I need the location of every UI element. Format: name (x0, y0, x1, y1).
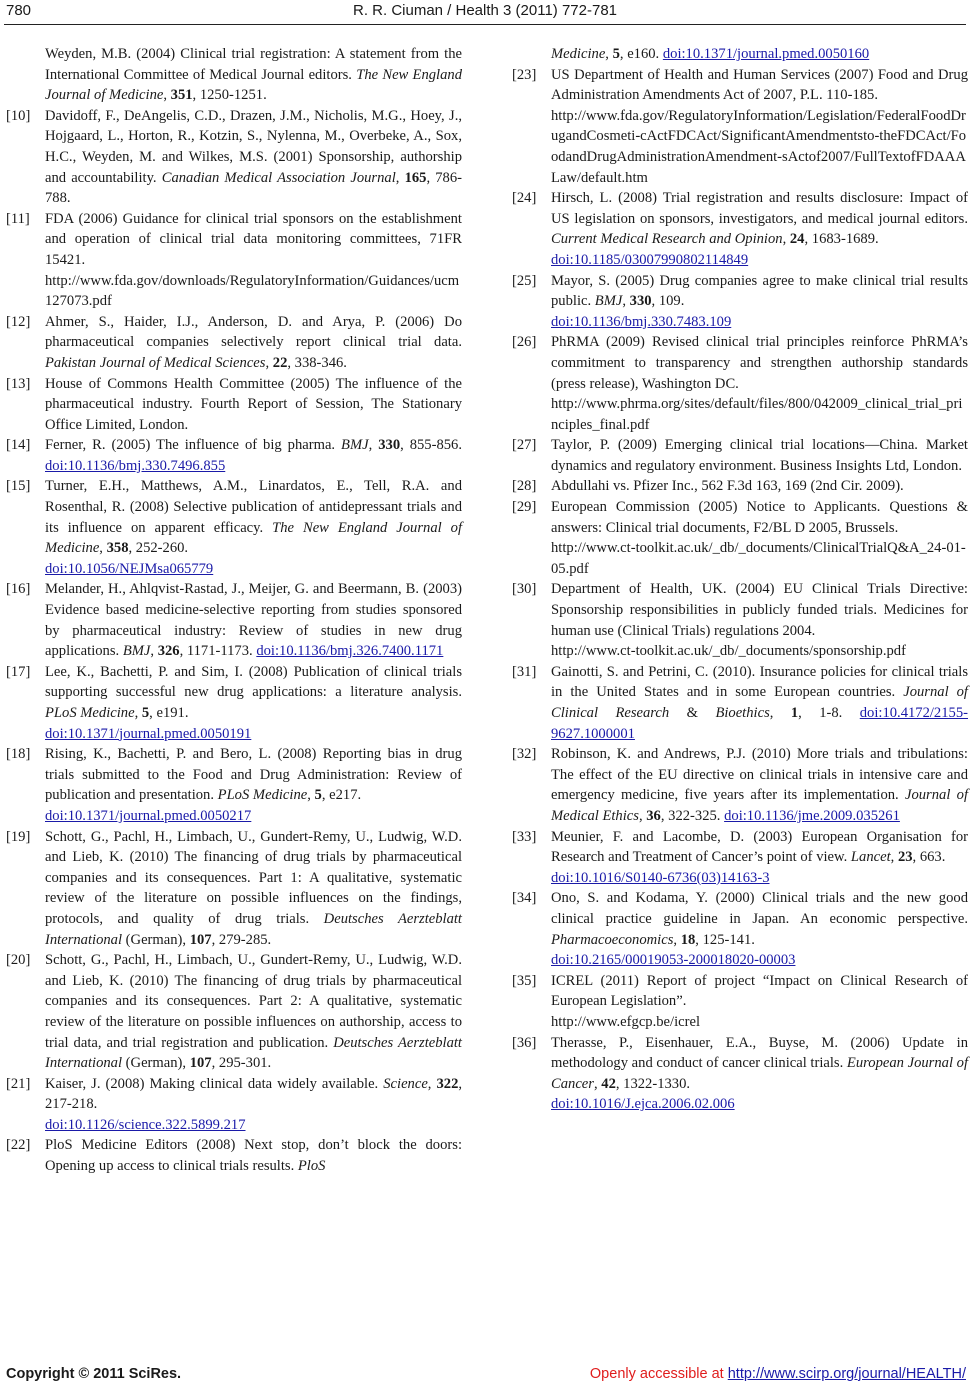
reference-text: Schott, G., Pachl, H., Limbach, U., Gundert-Remy, U., Ludwig, W.D. and Lieb, K. (2010) The financing of drug trials by pharmaceutical companies and its consequences. Part 1: A qualitative, systematic review of the literature on possible influences on the findings, protocols, and quality of drug trials. Deutsches Aerzteblatt International (German), 107, 279-285. (45, 828, 462, 948)
reference-url[interactable]: http://www.fda.gov/downloads/RegulatoryInformation/Guidances/ucm127073.pdf (45, 272, 460, 310)
reference-text: Rising, K., Bachetti, P. and Bero, L. (2008) Reporting bias in drug trials submitted to the Food and Drug Administration: Review of publication and presentation. PLoS Medicine, 5, e217. (45, 746, 462, 804)
reference-number: [33] (512, 828, 537, 845)
reference-number: [36] (512, 1034, 537, 1051)
reference-text: Robinson, K. and Andrews, P.J. (2010) More trials and tribulations: The effect of the EU directive on clinical trials in intensive care and emergency medicine, five years after its implementation. Journal of Medical Ethics, 36, 322-325. doi:10.1136/jme.2009.035261 (551, 746, 968, 824)
page-header (0, 0, 970, 24)
doi-link[interactable]: doi:10.1371/journal.pmed.0050191 (45, 725, 252, 742)
reference-number: [11] (6, 210, 30, 227)
reference-column-left (6, 44, 462, 1177)
reference-entry (512, 476, 968, 497)
reference-text: Department of Health, UK. (2004) EU Clinical Trials Directive: Sponsorship responsibilities in publicly funded trials. Medicines for human use (Clinical Trials) regulations 2004. (551, 581, 968, 639)
reference-text: Medicine, 5, e160. doi:10.1371/journal.pmed.0050160 (551, 46, 870, 62)
reference-entry (512, 579, 968, 661)
reference-number: [25] (512, 272, 537, 289)
reference-entry (6, 312, 462, 374)
reference-text: Mayor, S. (2005) Drug companies agree to make clinical trial results public. BMJ, 330, 109. (551, 272, 968, 310)
reference-number: [31] (512, 663, 537, 680)
reference-number: [20] (6, 952, 31, 969)
header-rule (4, 24, 966, 25)
reference-text: Weyden, M.B. (2004) Clinical trial registration: A statement from the International Committee of Medical Journal editors. The New England Journal of Medicine, 351, 1250-1251. (45, 46, 462, 104)
reference-entry (6, 950, 462, 1074)
reference-url[interactable]: http://www.ct-toolkit.ac.uk/_db/_documents/ClinicalTrialQ&A_24-01-05.pdf (551, 540, 966, 577)
reference-text: Turner, E.H., Matthews, A.M., Linardatos, E., Tell, R.A. and Rosenthal, R. (2008) Selective publication of antidepressant trials and its influence on apparent efficacy. The New England Journal of Medicine, 358, 252-260. (45, 478, 462, 557)
reference-text: Davidoff, F., DeAngelis, C.D., Drazen, J.M., Nicholis, M.G., Hoey, J., Hojgaard, L., Horton, R., Kotzin, S., Nylenna, M., Overbeke, A., Sox, H.C., Weyden, M. and Wilkes, M.S. (2001) Sponsorship, authorship and accountability. Canadian Medical Association Journal, 165, 786-788. (45, 107, 462, 207)
reference-text: FDA (2006) Guidance for clinical trial sponsors on the establishment and operation of clinical trial data monitoring committees, 71FR 15421. (45, 210, 462, 268)
reference-entry (6, 1074, 462, 1136)
reference-entry (512, 65, 968, 189)
reference-text: Abdullahi vs. Pfizer Inc., 562 F.3d 163, 169 (2nd Cir. 2009). (551, 478, 904, 495)
doi-link[interactable]: doi:10.1136/bmj.330.7483.109 (551, 313, 732, 330)
doi-link[interactable]: doi:10.1185/03007990802114849 (551, 251, 749, 268)
reference-text: Ahmer, S., Haider, I.J., Anderson, D. and Arya, P. (2006) Do pharmaceutical companies selectively report clinical trial data. Pakistan Journal of Medical Sciences, 22, 338-346. (45, 313, 462, 371)
reference-number: [30] (512, 581, 537, 598)
reference-text: US Department of Health and Human Services (2007) Food and Drug Administration Amendments Act of 2007, P.L. 110-185. (551, 66, 968, 104)
reference-entry (512, 888, 968, 970)
reference-number: [19] (6, 828, 31, 845)
reference-text: Hirsch, L. (2008) Trial registration and results disclosure: Impact of US legislation on sponsors, investigators, and medical journal editors. Current Medical Research and Opinion, 24, 1683-1689. (551, 190, 968, 248)
reference-entry (512, 744, 968, 826)
reference-number: [29] (512, 499, 537, 516)
open-access-prefix: Openly accessible at (589, 1366, 728, 1382)
doi-link[interactable]: doi:10.1126/science.322.5899.217 (45, 1116, 246, 1133)
reference-entry (6, 827, 462, 951)
copyright-notice: Copyright © 2011 SciRes. (6, 1366, 182, 1382)
reference-entry (512, 827, 968, 889)
doi-link[interactable]: doi:10.1371/journal.pmed.0050217 (45, 807, 252, 824)
doi-link[interactable]: doi:10.1136/bmj.330.7496.855 (45, 457, 226, 474)
reference-number: [14] (6, 437, 31, 454)
doi-link[interactable]: doi:10.1136/jme.2009.035261 (724, 807, 900, 824)
reference-entry (512, 188, 968, 270)
doi-link[interactable]: doi:10.2165/00019053-200018020-00003 (551, 952, 796, 969)
doi-link[interactable]: doi:10.1136/bmj.326.7400.1171 (256, 643, 444, 660)
reference-text: Lee, K., Bachetti, P. and Sim, I. (2008) Publication of clinical trials supporting successful new drug applications: a literature analysis. PLoS Medicine, 5, e191. (45, 663, 462, 721)
reference-number: [22] (6, 1137, 31, 1154)
reference-text: Ferner, R. (2005) The influence of big pharma. BMJ, 330, 855-856. doi:10.1136/bmj.330.7496.855 (45, 437, 463, 474)
reference-text: Therasse, P., Eisenhauer, E.A., Buyse, M. (2006) Update in methodology and conduct of cancer clinical trials. European Journal of Cancer, 42, 1322-1330. (551, 1034, 969, 1092)
doi-link[interactable]: doi:10.1371/journal.pmed.0050160 (662, 46, 870, 62)
reference-column-right (512, 44, 968, 1115)
reference-entry (6, 374, 462, 436)
reference-number: [27] (512, 437, 537, 454)
reference-entry (6, 662, 462, 744)
reference-entry (6, 579, 462, 661)
reference-entry (512, 44, 968, 65)
reference-number: [21] (6, 1075, 31, 1092)
open-access-notice (590, 1366, 966, 1382)
reference-entry (512, 332, 968, 435)
reference-text: House of Commons Health Committee (2005) The influence of the pharmaceutical industry. Fourth Report of Session, The Stationary Office Limited, London. (45, 375, 462, 433)
reference-entry (512, 497, 968, 579)
reference-url[interactable]: http://www.efgcp.be/icrel (551, 1013, 700, 1030)
reference-entry (512, 271, 968, 333)
reference-entry (512, 435, 968, 476)
reference-url[interactable]: http://www.phrma.org/sites/default/files/800/042009_clinical_trial_principles_final.pdf (551, 396, 963, 433)
reference-entry (6, 106, 462, 209)
reference-text: ICREL (2011) Report of project “Impact on Clinical Research of European Legislation”. (551, 972, 968, 1010)
doi-link[interactable]: doi:10.1056/NEJMsa065779 (45, 560, 214, 577)
reference-entry (512, 971, 968, 1033)
page-number: 780 (6, 2, 32, 19)
reference-entry (6, 435, 462, 476)
reference-number: [10] (6, 107, 31, 124)
reference-text: European Commission (2005) Notice to Applicants. Questions & answers: Clinical trial documents, F2/BL D 2005, Brussels. (551, 499, 968, 536)
doi-link[interactable]: doi:10.4172/2155-9627.1000001 (551, 705, 968, 742)
reference-number: [24] (512, 190, 537, 207)
reference-number: [13] (6, 375, 31, 392)
reference-number: [15] (6, 478, 31, 495)
reference-entry (6, 209, 462, 312)
reference-text: Gainotti, S. and Petrini, C. (2010). Insurance policies for clinical trials in the United States and in some European countries. Journal of Clinical Research & Bioethics, 1, 1-8. doi:10.4172/2155-9627.1000001 (551, 663, 968, 742)
doi-link[interactable]: doi:10.1016/J.ejca.2006.02.006 (551, 1096, 735, 1113)
reference-text: Taylor, P. (2009) Emerging clinical trial locations—China. Market dynamics and regulatory environment. Business Insights Ltd, London. (551, 437, 968, 474)
reference-number: [26] (512, 334, 537, 351)
journal-link[interactable]: http://www.scirp.org/journal/HEALTH/ (727, 1366, 966, 1382)
reference-number: [28] (512, 478, 537, 495)
reference-entry (6, 44, 462, 106)
reference-number: [23] (512, 66, 537, 83)
reference-text: Kaiser, J. (2008) Making clinical data widely available. Science, 322, 217-218. (45, 1075, 463, 1113)
reference-entry (6, 1135, 462, 1176)
reference-url[interactable]: http://www.fda.gov/RegulatoryInformation/Legislation/FederalFoodDrugandCosmeti-cActFDCAct/SignificantAmendmentsto-theFDCAct/FoodandDrugAdministrationAmendment-sActof2007/FullTextofFDAAA Law/default.htm (551, 107, 967, 186)
reference-number: [12] (6, 313, 31, 330)
reference-text: Meunier, F. and Lacombe, D. (2003) European Organisation for Research and Treatment of Cancer’s point of view. Lancet, 23, 663. (551, 828, 968, 866)
page-footer (0, 1365, 970, 1387)
reference-entry (512, 662, 968, 744)
reference-url[interactable]: http://www.ct-toolkit.ac.uk/_db/_documents/sponsorship.pdf (551, 643, 906, 660)
reference-text: PloS Medicine Editors (2008) Next stop, don’t block the doors: Opening up access to clinical trials results. PloS (45, 1137, 462, 1175)
reference-text: Melander, H., Ahlqvist-Rastad, J., Meijer, G. and Beermann, B. (2003) Evidence based medicine-selective reporting from studies sponsored by pharmaceutical industry: Review of studies in new drug applications. BMJ, 326, 1171-1173. doi:10.1136/bmj.326.7400.1171 (45, 581, 462, 660)
reference-number: [35] (512, 972, 537, 989)
reference-number: [17] (6, 663, 31, 680)
reference-text: Ono, S. and Kodama, Y. (2000) Clinical trials and the new good clinical practice guideline in Japan. An economic perspective. Pharmacoeconomics, 18, 125-141. (551, 890, 968, 948)
reference-number: [34] (512, 890, 537, 907)
reference-number: [32] (512, 746, 537, 763)
running-title: R. R. Ciuman / Health 3 (2011) 772-781 (352, 2, 618, 19)
doi-link[interactable]: doi:10.1016/S0140-6736(03)14163-3 (551, 869, 770, 886)
reference-entry (6, 476, 462, 579)
reference-text: Schott, G., Pachl, H., Limbach, U., Gundert-Remy, U., Ludwig, W.D. and Lieb, K. (2010) The financing of drug trials by pharmaceutical companies and its consequences. Part 2: A qualitative, systematic review of the literature on possible influences on authorship, access to trial data, and trial registration and publication. Deutsches Aerzteblatt International (German), 107, 295-301. (45, 952, 462, 1072)
reference-number: [16] (6, 581, 31, 598)
reference-entry (6, 744, 462, 826)
reference-text: PhRMA (2009) Revised clinical trial principles reinforce PhRMA’s commitment to transparency and strengthen authorship standards (press release), Washington DC. (551, 334, 968, 392)
reference-number: [18] (6, 746, 31, 763)
reference-entry (512, 1033, 968, 1115)
